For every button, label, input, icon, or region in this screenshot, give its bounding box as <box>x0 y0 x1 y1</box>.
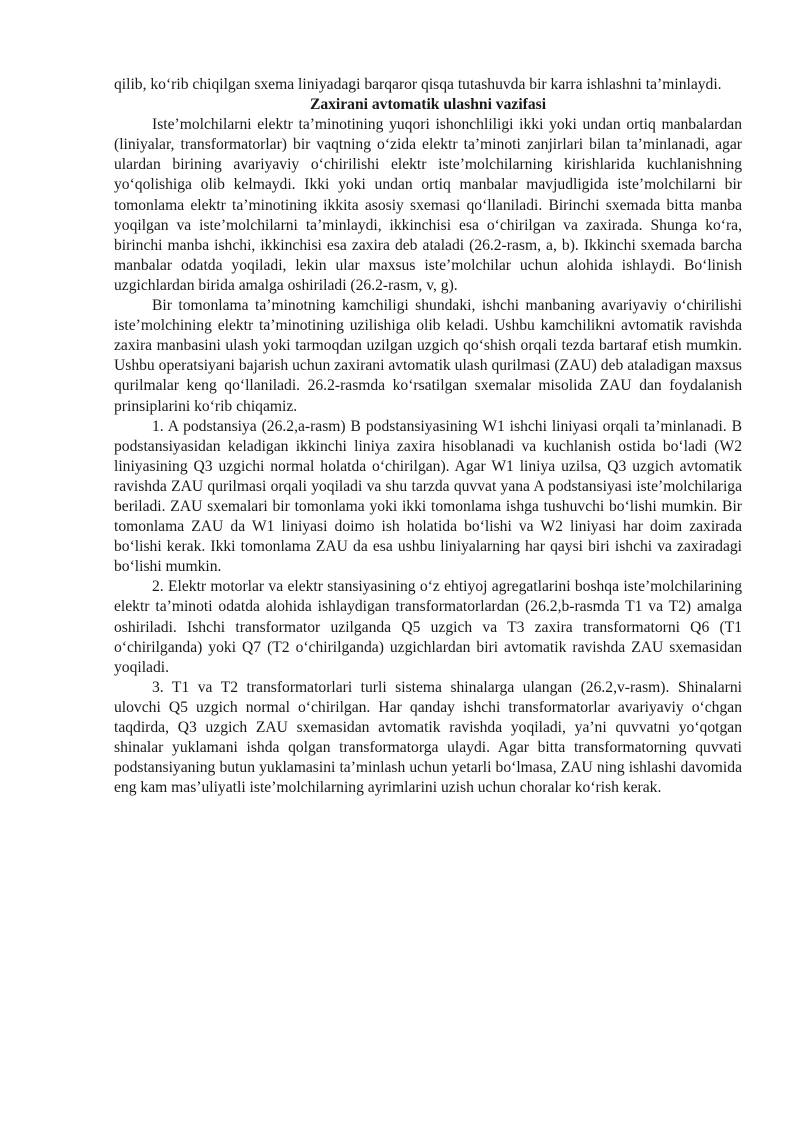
paragraph-1: Iste’molchilarni elektr ta’minotining yuqori ishonchliligi ikki yoki undan ortiq manbalardan (liniyalar, transformatorlar) bir vaqtning o‘zida elektr ta’minoti zanjirlari bilan ta’minlanadi, agar ulardan birining avariyaviy o‘chirilishi elektr iste’molchilarning kirishlarida kuchlanishning yo‘qolishiga olib kelmaydi. Ikki yoki undan ortiq manbalar mavjudligida iste’molchilarni bir tomonlama elektr ta’minotining ikkita asosiy sxemasi qo‘llaniladi. Birinchi sxemada bitta manba yoqilgan va iste’molchilarni ta’minlaydi, ikkinchisi esa o‘chirilgan va zaxirada. Shunga ko‘ra, birinchi manba ishchi, ikkinchisi esa zaxira deb ataladi (26.2-rasm, a, b). Ikkinchi sxemada barcha manbalar odatda yoqiladi, lekin ular maxsus iste’molchilar uchun alohida ishlaydi. Bo‘linish uzgichlardan birida amalga oshiriladi (26.2-rasm, v, g). <box>114 116 742 294</box>
paragraph-4: 2. Elektr motorlar va elektr stansiyasining o‘z ehtiyoj agregatlarini boshqa iste’molchilarining elektr ta’minoti odatda alohida ishlaydigan transformatorlardan (26.2,b-rasmda T1 va T2) amalga oshiriladi. Ishchi transformator uzilganda Q5 uzgich va T3 zaxira transformatorni Q6 (T1 o‘chirilganda) yoki Q7 (T2 o‘chirilganda) uzgichlardan biri avtomatik ravishda ZAU sxemasidan yoqiladi. <box>114 578 742 676</box>
paragraph-5: 3. T1 va T2 transformatorlari turli sistema shinalarga ulangan (26.2,v-rasm). Shinalarni ulovchi Q5 uzgich normal o‘chirilgan. Har qanday ishchi transformatorlar avariyaviy o‘chgan taqdirda, Q3 uzgich ZAU sxemasidan avtomatik ravishda yoqiladi, ya’ni quvvatni yo‘qotgan shinalar yuklamani ishda qolgan transformatorga ulaydi. Agar bitta transformatorning quvvati podstansiyaning butun yuklamasini ta’minlash uchun yetarli bo‘lmasa, ZAU ning ishlashi davomida eng kam mas’uliyatli iste’molchilarning ayrimlarini uzish uchun choralar ko‘rish kerak. <box>114 678 742 797</box>
paragraph-2: Bir tomonlama ta’minotning kamchiligi shundaki, ishchi manbaning avariyaviy o‘chirilishi iste’molchining elektr ta’minotining uzilishiga olib keladi. Ushbu kamchilikni avtomatik ravishda zaxira manbasini ulash yoki tarmoqdan uzilgan uzgich qo‘shish orqali tezda bartaraf etish mumkin. Ushbu operatsiyani bajarish uchun zaxirani avtomatik ulash qurilmasi (ZAU) deb ataladigan maxsus qurilmalar keng qo‘llaniladi. 26.2-rasmda ko‘rsatilgan sxemalar misolida ZAU dan foydalanish prinsiplarini ko‘rib chiqamiz. <box>114 297 742 415</box>
paragraph-3: 1. A podstansiya (26.2,a-rasm) B podstansiyasining W1 ishchi liniyasi orqali ta’minlanadi. B podstansiyasidan keladigan ikkinchi liniya zaxira hisoblanadi va kuchlanish ostida bo‘ladi (W2 liniyasining Q3 uzgichi normal holatda o‘chirilgan). Agar W1 liniya uzilsa, Q3 uzgich avtomatik ravishda ZAU qurilmasi orqali yoqiladi va shu tarzda quvvat yana A podstansiyasi iste’molchilariga beriladi. ZAU sxemalari bir tomonlama yoki ikki tomonlama ishga tushuvchi bo‘lishi mumkin. Bir tomonlama ZAU da W1 liniyasi doimo ish holatida bo‘lishi va W2 liniyasi har doim zaxirada bo‘lishi kerak. Ikki tomonlama ZAU da esa ushbu liniyalarning har qaysi biri ishchi va zaxiradagi bo‘lishi mumkin. <box>114 417 742 576</box>
section-heading: Zaxirani avtomatik ulashni vazifasi <box>309 96 547 114</box>
document-page <box>114 75 742 798</box>
intro-paragraph: qilib, ko‘rib chiqilgan sxema liniyadagi barqaror qisqa tutashuvda bir karra ishlashni ta’minlaydi. <box>114 76 722 93</box>
